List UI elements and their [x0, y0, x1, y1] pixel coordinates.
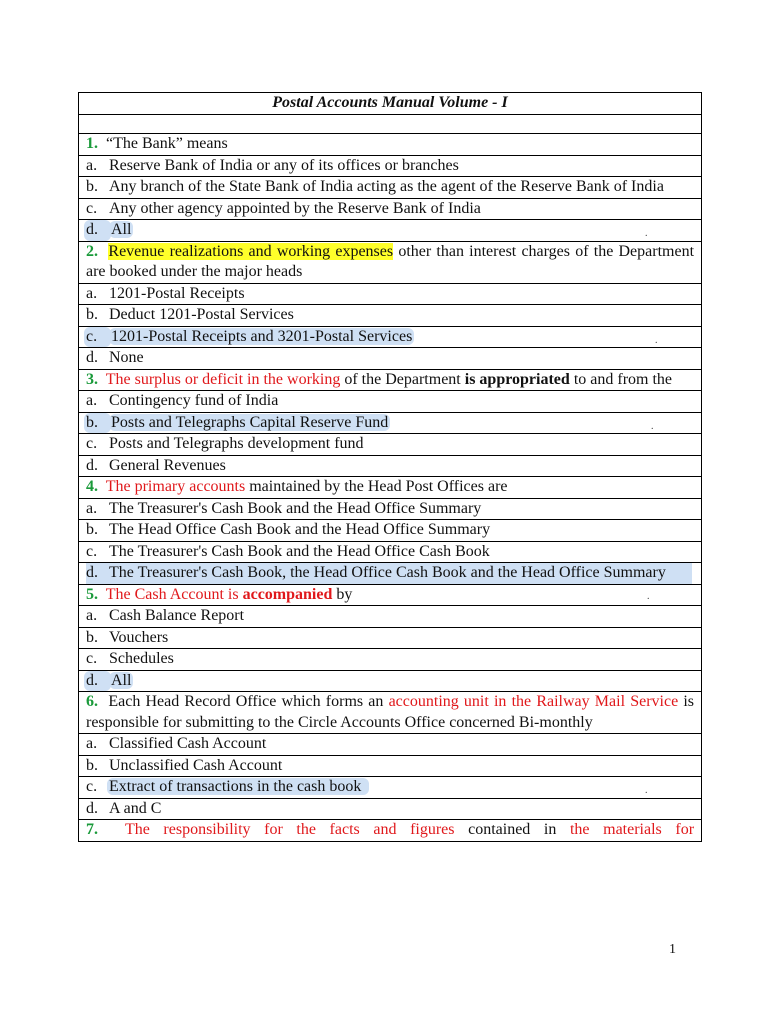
answer-highlight: d. [86, 564, 98, 581]
option-row: b. The Head Office Cash Book and the Head Office Summary [79, 520, 702, 542]
question-row [79, 134, 702, 156]
option-text: Contingency fund of India [109, 392, 279, 409]
option-row: b. Vouchers [79, 627, 702, 649]
option-text: Schedules [109, 650, 174, 667]
answer-marker: . [647, 591, 650, 602]
question-row [79, 369, 702, 391]
question-row [79, 692, 702, 734]
option-row: b. Any branch of the State Bank of India acting as the agent of the Reserve Bank of India [79, 177, 702, 199]
question-number: 7. [86, 821, 98, 838]
option-row: d. General Revenues [79, 455, 702, 477]
option-text: General Revenues [109, 456, 226, 474]
answer-row: c. Extract of transactions in the cash book . [79, 777, 702, 799]
option-row: b. Unclassified Cash Account [79, 755, 702, 777]
answer-marker: . [645, 228, 648, 239]
question-number: 6. [86, 693, 98, 710]
highlighted-phrase: Revenue realizations and working expenses [108, 242, 394, 260]
title-row [79, 93, 702, 115]
option-text: The Treasurer's Cash Book and the Head Office Cash Book [109, 542, 490, 560]
page-number: 1 [669, 942, 676, 957]
answer-marker: . [651, 420, 654, 432]
answer-text: The Treasurer's Cash Book, the Head Office Cash Book and the Head Office Summary [109, 564, 666, 581]
option-row: c. The Treasurer's Cash Book and the Head Office Cash Book [79, 541, 702, 563]
option-text: The Treasurer's Cash Book and the Head Office Summary [109, 499, 482, 517]
question-3: 3. The surplus or deficit in the working of the Department is appropriated to and from the [79, 369, 702, 391]
answer-row [79, 670, 702, 692]
option-row: a. The Treasurer's Cash Book and the Head Office Summary [79, 498, 702, 520]
answer-marker: . [645, 785, 648, 796]
option-text: None [109, 349, 144, 366]
option-row: a. Contingency fund of India [79, 391, 702, 413]
answer-row [79, 412, 702, 434]
option-text: Unclassified Cash Account [109, 756, 283, 774]
question-number: 5. [86, 585, 98, 603]
question-number: 4. [86, 478, 98, 495]
answer-highlight: d. [84, 671, 111, 692]
option-text: Posts and Telegraphs development fund [109, 435, 364, 452]
answer-marker: . [655, 334, 658, 346]
question-7: 7. The responsibility for the facts and figures contained in the materials for [79, 820, 702, 842]
option-text: A and C [109, 799, 162, 817]
answer-highlight: c. [84, 327, 111, 348]
option-row: c. Schedules [79, 649, 702, 671]
question-row [79, 584, 702, 606]
option-row: a. Classified Cash Account [79, 734, 702, 756]
question-2: 2. Revenue realizations and working expenses other than interest charges of the Department are booked under the major heads [79, 241, 702, 283]
option-row: a. Cash Balance Report [79, 606, 702, 628]
question-1: 1. “The Bank” means [79, 134, 702, 156]
question-6: 6. Each Head Record Office which forms an accounting unit in the Railway Mail Service is responsible for submitting to the Circle Accounts Office concerned Bi-monthly [79, 692, 702, 734]
answer-text: All [111, 671, 132, 689]
question-row [79, 477, 702, 499]
option-text: The Head Office Cash Book and the Head Office Summary [109, 521, 491, 538]
option-row: a. Reserve Bank of India or any of its offices or branches [79, 155, 702, 177]
answer-highlight: d. [84, 220, 111, 241]
blank-row [79, 115, 702, 134]
question-number: 2. [86, 242, 98, 260]
question-4: 4. The primary accounts maintained by the Head Post Offices are [79, 477, 702, 499]
option-row: d. A and C [79, 798, 702, 820]
answer-text: Extract of transactions in the cash book [107, 778, 369, 795]
option-text: 1201-Postal Receipts [109, 284, 245, 302]
option-row: d. None [79, 348, 702, 370]
answer-text: 1201-Postal Receipts and 3201-Postal Services [111, 327, 413, 345]
option-text: Vouchers [109, 628, 169, 646]
answer-row [79, 563, 702, 585]
document-title: Postal Accounts Manual Volume - I [79, 93, 702, 115]
option-text: Cash Balance Report [109, 607, 245, 624]
option-text: Reserve Bank of India or any of its offices or branches [109, 156, 459, 174]
question-5: 5. The Cash Account is accompanied by [79, 584, 702, 606]
question-row [79, 820, 702, 842]
option-text: Classified Cash Account [109, 735, 267, 752]
answer-text: Posts and Telegraphs Capital Reserve Fund [111, 413, 389, 431]
option-text: Any branch of the State Bank of India acting as the agent of the Reserve Bank of India [109, 178, 664, 195]
option-row: c. Posts and Telegraphs development fund [79, 434, 702, 456]
answer-row [79, 326, 702, 348]
option-text: Deduct 1201-Postal Services [109, 306, 294, 323]
option-text: Any other agency appointed by the Reserve Bank of India [109, 199, 481, 217]
question-table [78, 92, 702, 842]
question-number: 1. [86, 135, 98, 152]
answer-row [79, 220, 702, 242]
answer-text: All [111, 221, 132, 238]
option-row: c. Any other agency appointed by the Reserve Bank of India [79, 198, 702, 220]
question-number: 3. [86, 370, 98, 388]
question-row [79, 241, 702, 283]
option-row: b. Deduct 1201-Postal Services [79, 305, 702, 327]
answer-highlight: b. [84, 413, 111, 434]
option-row: a. 1201-Postal Receipts [79, 283, 702, 305]
